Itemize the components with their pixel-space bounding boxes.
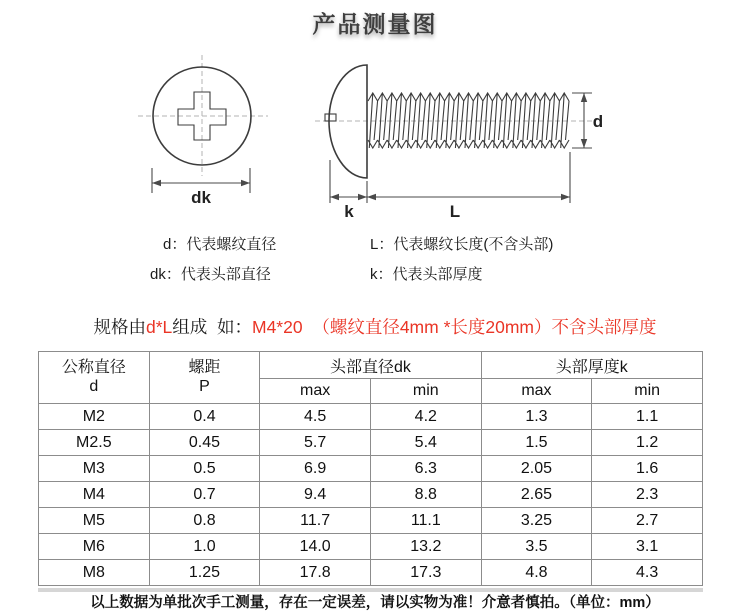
legend-d: d：代表螺纹直径 (163, 236, 277, 253)
spec-table-body (39, 404, 703, 586)
table-cell: 13.2 (370, 534, 481, 560)
table-cell: 4.8 (481, 560, 592, 586)
table-cell: M6 (39, 534, 150, 560)
page-title: 产品测量图 (312, 11, 438, 37)
spec-seg-black-2: 组成 如： (172, 317, 252, 337)
table-cell: M2 (39, 404, 150, 430)
table-cell: 11.7 (260, 508, 371, 534)
table-cell: M8 (39, 560, 150, 586)
header-head-thickness-group: 头部厚度k (481, 352, 702, 379)
table-cell: 1.25 (149, 560, 260, 586)
header-dk-min: min (370, 379, 481, 404)
k-label: k (344, 202, 354, 221)
header-head-diameter-group: 头部直径dk (260, 352, 481, 379)
table-cell: 8.8 (370, 482, 481, 508)
spec-seg-red-2: M4*20 (252, 317, 303, 337)
L-arrow-right (561, 194, 570, 200)
header-k-max: max (481, 379, 592, 404)
dk-arrow-right (241, 180, 250, 186)
legend-L: L：代表螺纹长度(不含头部) (370, 236, 554, 253)
table-cell: 9.4 (260, 482, 371, 508)
table-cell: M5 (39, 508, 150, 534)
table-cell: 0.4 (149, 404, 260, 430)
table-cell: 5.4 (370, 430, 481, 456)
k-arrow-left (330, 194, 339, 200)
table-cell: 2.65 (481, 482, 592, 508)
table-cell: 2.3 (592, 482, 703, 508)
table-cell: 1.1 (592, 404, 703, 430)
table-cell: 4.3 (592, 560, 703, 586)
dk-arrow-left (152, 180, 161, 186)
header-nominal-diameter (39, 352, 150, 404)
table-cell: 1.2 (592, 430, 703, 456)
table-row (39, 456, 703, 482)
table-cell: M2.5 (39, 430, 150, 456)
table-cell: 6.3 (370, 456, 481, 482)
table-cell: 17.3 (370, 560, 481, 586)
table-cell: 1.6 (592, 456, 703, 482)
spec-table (38, 351, 703, 586)
table-cell: 1.3 (481, 404, 592, 430)
screw-technical-drawing (0, 40, 750, 235)
table-row (39, 404, 703, 430)
table-cell: 2.05 (481, 456, 592, 482)
table-row (39, 534, 703, 560)
legend-k: k：代表头部厚度 (370, 266, 483, 283)
table-cell: 6.9 (260, 456, 371, 482)
table-cell: M4 (39, 482, 150, 508)
table-cell: 4.2 (370, 404, 481, 430)
table-cell: 3.5 (481, 534, 592, 560)
table-cell: 4.5 (260, 404, 371, 430)
table-cell: 0.8 (149, 508, 260, 534)
spec-format-line (0, 314, 750, 339)
k-arrow-right (358, 194, 367, 200)
header-pitch-line2: P (199, 377, 210, 395)
table-cell: 11.1 (370, 508, 481, 534)
table-cell: 3.1 (592, 534, 703, 560)
table-row (39, 482, 703, 508)
spec-seg-red-3: （螺纹直径4mm *长度20mm）不含头部厚度 (302, 317, 657, 337)
d-arrow-top (581, 93, 587, 102)
header-k-min: min (592, 379, 703, 404)
header-dk-max: max (260, 379, 371, 404)
table-cell: 3.25 (481, 508, 592, 534)
table-cell: 1.0 (149, 534, 260, 560)
footer-disclaimer: 以上数据为单批次手工测量，存在一定误差，请以实物为准！介意者慎拍。（单位：mm） (90, 595, 660, 611)
spec-seg-black-1: 规格由 (93, 317, 146, 337)
spec-seg-red-1: d*L (145, 317, 173, 337)
table-cell: 5.7 (260, 430, 371, 456)
table-cell: 0.45 (149, 430, 260, 456)
table-row (39, 508, 703, 534)
header-nominal-diameter-line1: 公称直径 (61, 359, 126, 377)
table-cell: 17.8 (260, 560, 371, 586)
table-cell: 2.7 (592, 508, 703, 534)
table-cell: 14.0 (260, 534, 371, 560)
header-pitch (149, 352, 260, 404)
header-pitch-line1: 螺距 (188, 359, 221, 377)
table-cell: 0.5 (149, 456, 260, 482)
table-row (39, 430, 703, 456)
L-arrow-left (367, 194, 376, 200)
table-cell: 1.5 (481, 430, 592, 456)
header-nominal-diameter-line2: d (89, 377, 99, 395)
L-label: L (449, 202, 461, 221)
table-header-group-row (39, 352, 703, 379)
dk-label: dk (191, 188, 211, 207)
table-row (39, 560, 703, 586)
d-arrow-bottom (581, 139, 587, 148)
d-label: d (592, 112, 604, 131)
legend-dk: dk：代表头部直径 (150, 266, 271, 283)
table-cell: 0.7 (149, 482, 260, 508)
head-slot-notch (325, 114, 336, 121)
table-cell: M3 (39, 456, 150, 482)
